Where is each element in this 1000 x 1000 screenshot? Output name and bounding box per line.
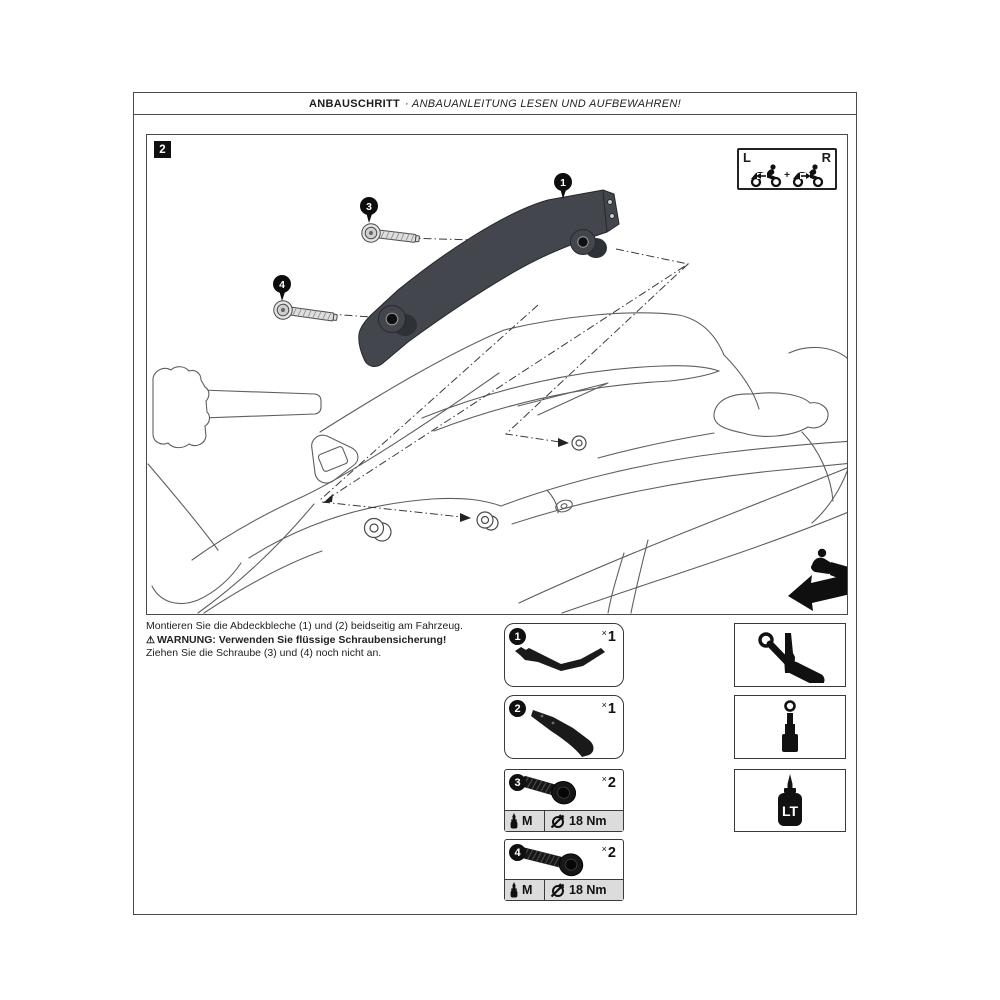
- header-subtitle: · ANBAUANLEITUNG LESEN UND AUFBEWAHREN!: [405, 97, 681, 110]
- exploded-view-illustration: [147, 135, 847, 614]
- svg-text:4: 4: [279, 278, 285, 291]
- part-item-3: [504, 769, 624, 832]
- alignment-lines: [320, 238, 688, 517]
- threadlock-spec: [505, 811, 545, 831]
- warning-icon: ⚠: [146, 634, 155, 646]
- callout-balloon-1: [554, 173, 572, 199]
- part-number-badge: 3: [509, 774, 526, 791]
- threadlocker-bottle-icon: [740, 773, 840, 829]
- spec-bar: [505, 879, 623, 900]
- threadlocker-mini-icon: [509, 882, 519, 898]
- step-number-badge: 2: [154, 141, 171, 158]
- tool-item-threadlocker: [734, 769, 846, 832]
- instruction-text: [146, 620, 516, 661]
- header-title: ANBAUSCHRITT: [309, 97, 401, 110]
- view-direction-icon: [788, 549, 847, 611]
- svg-text:3: 3: [366, 200, 372, 213]
- callout-balloon-4: [273, 275, 291, 301]
- svg-text:1: 1: [560, 176, 566, 189]
- torque-value: 18 Nm: [569, 883, 607, 897]
- threadlocker-mini-icon: [509, 813, 519, 829]
- left-label: L: [743, 150, 751, 165]
- handlebar-grip-art: [153, 367, 321, 448]
- page-header: [134, 93, 856, 115]
- screw-4-art: [273, 300, 339, 327]
- threadlock-spec: [505, 880, 545, 900]
- torque-spec: [545, 880, 623, 900]
- alignment-arrowheads: [323, 438, 569, 522]
- tool-item-torque-wrench: [734, 695, 846, 759]
- part-quantity: ×1: [601, 700, 616, 717]
- left-right-indicator: [737, 148, 837, 190]
- part-item-1: [504, 623, 624, 687]
- torque-wrench-icon: [740, 699, 840, 755]
- part-number-badge: 1: [509, 628, 526, 645]
- cover-plate-part-art: [359, 190, 619, 366]
- torque-wrench-mini-icon: [549, 814, 566, 829]
- motorcycle-right-icon: [791, 162, 825, 187]
- spec-bar: [505, 810, 623, 831]
- torque-spec: [545, 811, 623, 831]
- tool-item-screwdriver: [734, 623, 846, 687]
- part-quantity: ×2: [601, 844, 616, 861]
- page-frame: [133, 92, 857, 915]
- assembly-diagram: [146, 134, 848, 615]
- part-item-4: [504, 839, 624, 901]
- plus-sign: +: [784, 170, 790, 181]
- motorcycle-tail-art: [148, 313, 847, 613]
- torque-wrench-mini-icon: [549, 883, 566, 898]
- threadlock-grade: M: [522, 814, 533, 828]
- instruction-line-1: Montieren Sie die Abdeckbleche (1) und (2) beidseitig am Fahrzeug.: [146, 620, 463, 632]
- part-number-badge: 2: [509, 700, 526, 717]
- part-quantity: ×1: [601, 628, 616, 645]
- right-label: R: [821, 150, 831, 165]
- threadlock-grade: M: [522, 883, 533, 897]
- part-quantity: ×2: [601, 774, 616, 791]
- screwdriver-bit-icon: [740, 627, 840, 683]
- callout-balloon-3: [360, 197, 378, 223]
- motorcycle-left-icon: [749, 162, 783, 187]
- screw-3-art: [361, 223, 421, 248]
- warning-text: WARNUNG: Verwenden Sie flüssige Schraubensicherung!: [156, 633, 447, 646]
- torque-value: 18 Nm: [569, 814, 607, 828]
- part-number-badge: 4: [509, 844, 526, 861]
- instruction-line-3: Ziehen Sie die Schraube (3) und (4) noch nicht an.: [146, 647, 382, 659]
- warning-line: [146, 634, 516, 648]
- threadlocker-label: LT: [781, 802, 799, 819]
- part-item-2: [504, 695, 624, 759]
